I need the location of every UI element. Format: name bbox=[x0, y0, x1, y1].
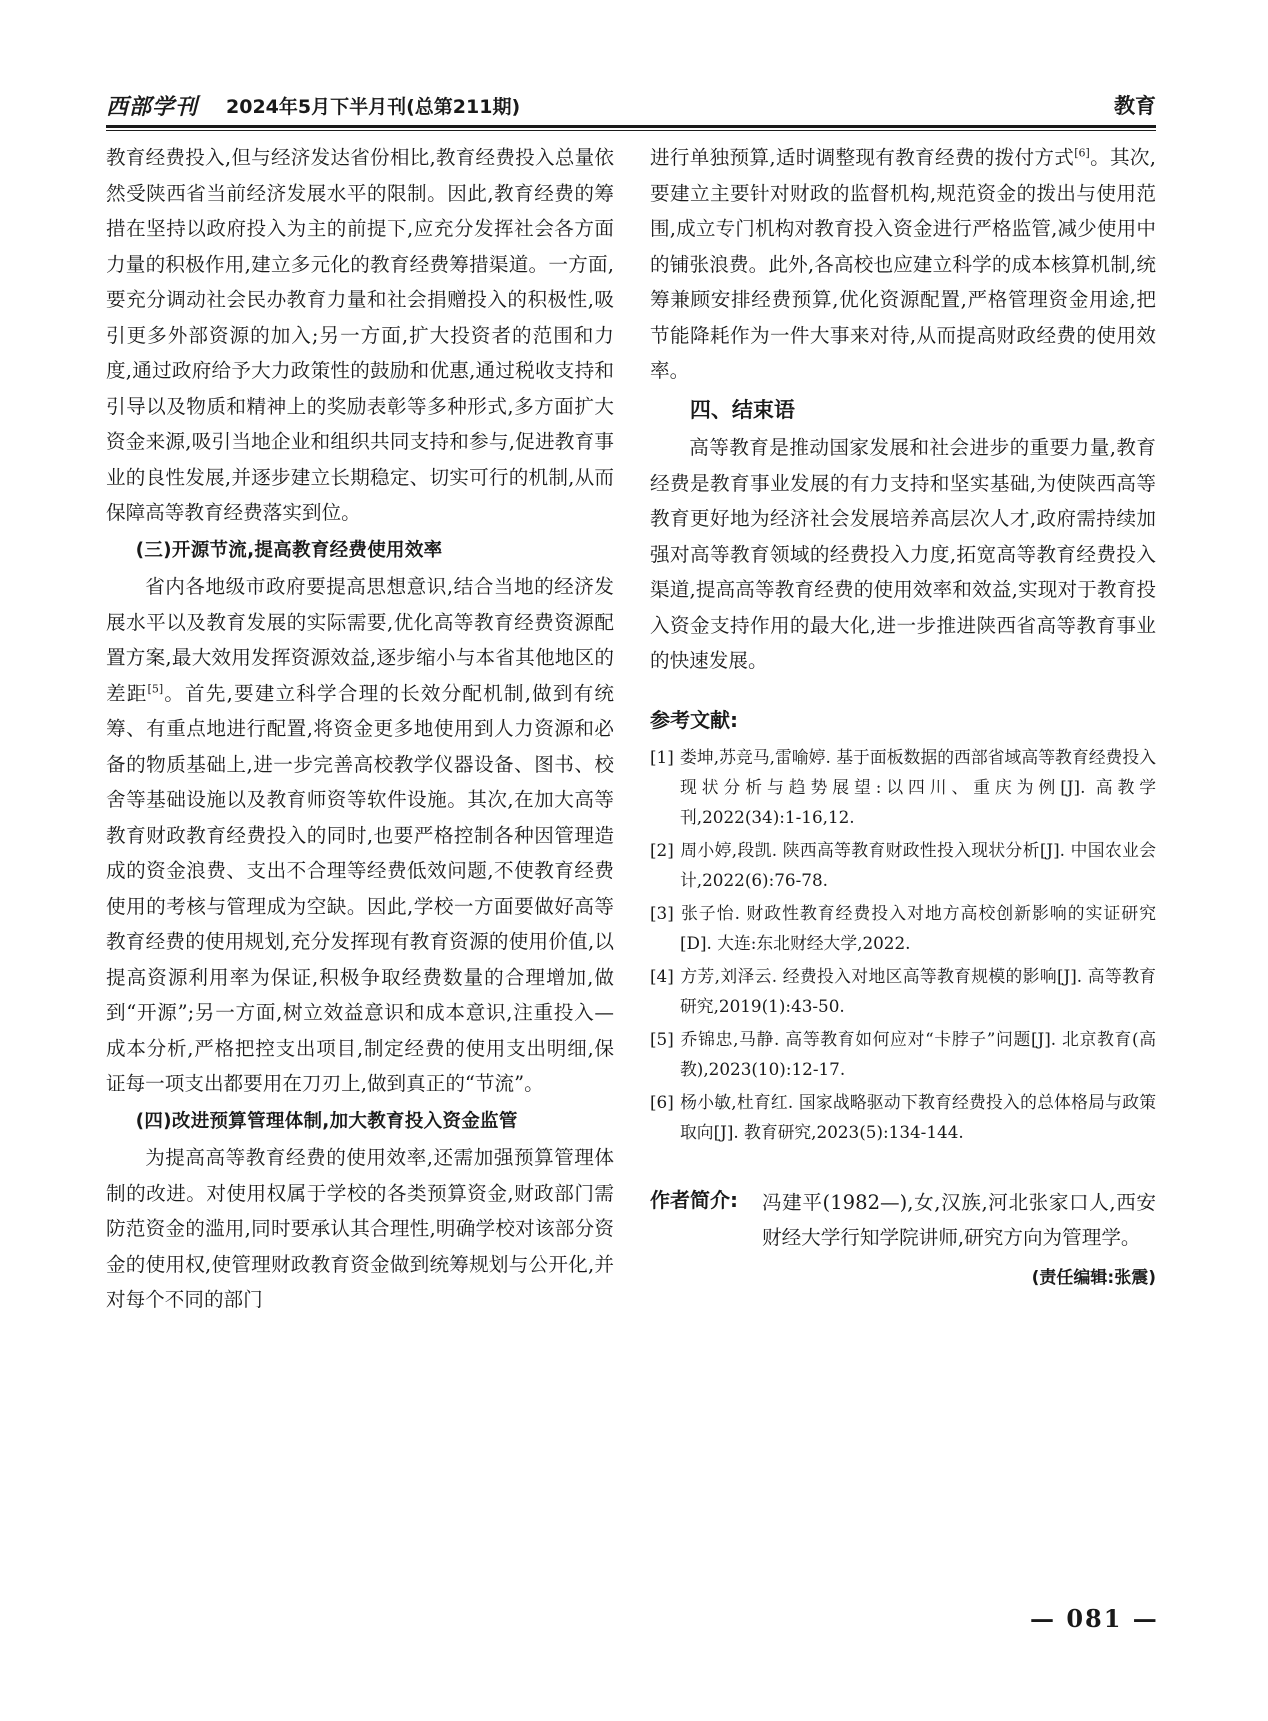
reference-text: 周小婷,段凯. 陕西高等教育财政性投入现状分析[J]. 中国农业会计,2022(6):76-78. bbox=[680, 840, 1156, 890]
reference-number: [1] bbox=[650, 747, 674, 767]
reference-number: [4] bbox=[650, 966, 674, 986]
paragraph: 教育经费投入,但与经济发达省份相比,教育经费投入总量依然受陕西省当前经济发展水平的限制。因此,教育经费的筹措在坚持以政府投入为主的前提下,应充分发挥社会各方面力量的积极作用,建立多元化的教育经费筹措渠道。一方面,要充分调动社会民办教育力量和社会捐赠投入的积极性,吸引更多外部资源的加入;另一方面,扩大投资者的范围和力度,通过政府给予大力政策性的鼓励和优惠,通过税收支持和引导以及物质和精神上的奖励表彰等多种形式,多方面扩大资金来源,吸引当地企业和组织共同支持和参与,促进教育事业的良性发展,并逐步建立长期稳定、切实可行的机制,从而保障高等教育经费落实到位。 bbox=[106, 146, 614, 524]
paragraph: 为提高高等教育经费的使用效率,还需加强预算管理体制的改进。对使用权属于学校的各类预算资金,财政部门需防范资金的滥用,同时要承认其合理性,明确学校对该部分资金的使用权,使管理财政教育资金做到统筹规划与公开化,并对每个不同的部门 bbox=[106, 1146, 614, 1311]
reference-item bbox=[650, 1087, 1156, 1147]
paragraph bbox=[650, 140, 1156, 389]
citation: [5] bbox=[147, 681, 164, 695]
journal-logo: 西部学刊 bbox=[106, 94, 199, 120]
issue-info: 2024年5月下半月刊(总第211期) bbox=[226, 96, 521, 118]
reference-text: 张子怡. 财政性教育经费投入对地方高校创新影响的实证研究[D]. 大连:东北财经大学,2022. bbox=[680, 903, 1156, 953]
paragraph-text: 。首先,要建立科学合理的长效分配机制,做到有统筹、有重点地进行配置,将资金更多地使用到人力资源和必备的物质基础上,进一步完善高校教学仪器设备、图书、校舍等基础设施以及教育师资等软件设施。其次,在加大高等教育财政教育经费投入的同时,也要严格控制各种因管理造成的资金浪费、支出不合理等经费低效问题,不使教育经费使用的考核与管理成为空缺。因此,学校一方面要做好高等教育经费的使用规划,充分发挥现有教育资源的使用价值,以提高资源利用率为保证,积极争取经费数量的合理增加,做到“开源”;另一方面,树立效益意识和成本意识,注重投入—成本分析,严格把控支出项目,制定经费的使用支出明细,保证每一项支出都要用在刀刃上,做到真正的“节流”。 bbox=[106, 681, 614, 1095]
reference-number: [5] bbox=[650, 1029, 674, 1049]
reference-text: 方芳,刘泽云. 经费投入对地区高等教育规模的影响[J]. 高等教育研究,2019(1):43-50. bbox=[680, 966, 1156, 1016]
page-number: — 081 — bbox=[1030, 1604, 1159, 1633]
paragraph bbox=[106, 569, 614, 1102]
header-rule bbox=[106, 125, 1156, 128]
author-bio-text: 冯建平(1982—),女,汉族,河北张家口人,西安财经大学行知学院讲师,研究方向为管理学。 bbox=[762, 1191, 1156, 1249]
reference-item bbox=[650, 835, 1156, 895]
section-name: 教育 bbox=[1114, 94, 1156, 118]
paragraph-text: 。其次,要建立主要针对财政的监督机构,规范资金的拨出与使用范围,成立专门机构对教育投入资金进行严格监管,减少使用中的铺张浪费。此外,各高校也应建立科学的成本核算机制,统筹兼顾安排经费预算,优化资源配置,严格管理资金用途,把节能降耗作为一件大事来对待,从而提高财政经费的使用效率。 bbox=[650, 146, 1156, 382]
subsection-heading-4: (四)改进预算管理体制,加大教育投入资金监管 bbox=[135, 1110, 518, 1132]
page-header bbox=[106, 88, 1156, 128]
section-heading: 四、结束语 bbox=[689, 397, 795, 422]
author-bio bbox=[650, 1185, 1156, 1255]
right-column bbox=[650, 140, 1156, 1297]
paragraph-text: 进行单独预算,适时调整现有教育经费的拨付方式 bbox=[650, 146, 1075, 169]
reference-number: [6] bbox=[650, 1092, 674, 1112]
author-bio-label: 作者简介: bbox=[650, 1188, 738, 1212]
reference-item bbox=[650, 1024, 1156, 1084]
reference-item bbox=[650, 961, 1156, 1021]
reference-item bbox=[650, 898, 1156, 958]
paragraph-text: 省内各地级市政府要提高思想意识,结合当地的经济发展水平以及教育发展的实际需要,优化高等教育经费资源配置方案,最大效用发挥资源效益,逐步缩小与本省其他地区的差距 bbox=[106, 575, 614, 705]
citation: [6] bbox=[1074, 146, 1090, 160]
reference-item bbox=[650, 742, 1156, 832]
reference-text: 娄坤,苏竞马,雷喻婷. 基于面板数据的西部省域高等教育经费投入现状分析与趋势展望:以四川、重庆为例[J]. 高教学刊,2022(34):1-16,12. bbox=[680, 747, 1156, 827]
reference-text: 杨小敏,杜育红. 国家战略驱动下教育经费投入的总体格局与政策取向[J]. 教育研究,2023(5):134-144. bbox=[680, 1092, 1156, 1142]
subsection-heading-3: (三)开源节流,提高教育经费使用效率 bbox=[135, 539, 443, 561]
reference-number: [2] bbox=[650, 840, 674, 860]
reference-number: [3] bbox=[650, 903, 674, 923]
responsible-editor: (责任编辑:张震) bbox=[1031, 1268, 1156, 1288]
reference-list bbox=[650, 742, 1156, 1147]
references-title: 参考文献: bbox=[650, 707, 738, 732]
paragraph: 高等教育是推动国家发展和社会进步的重要力量,教育经费是教育事业发展的有力支持和坚实基础,为使陕西高等教育更好地为经济社会发展培养高层次人才,政府需持续加强对高等教育领域的经费投入力度,拓宽高等教育经费投入渠道,提高高等教育经费的使用效率和效益,实现对于教育投入资金支持作用的最大化,进一步推进陕西省高等教育事业的快速发展。 bbox=[650, 436, 1156, 672]
header-rule-thin bbox=[106, 130, 1156, 131]
left-column bbox=[106, 140, 614, 1318]
reference-text: 乔锦忠,马静. 高等教育如何应对“卡脖子”问题[J]. 北京教育(高教),2023(10):12-17. bbox=[680, 1029, 1156, 1079]
